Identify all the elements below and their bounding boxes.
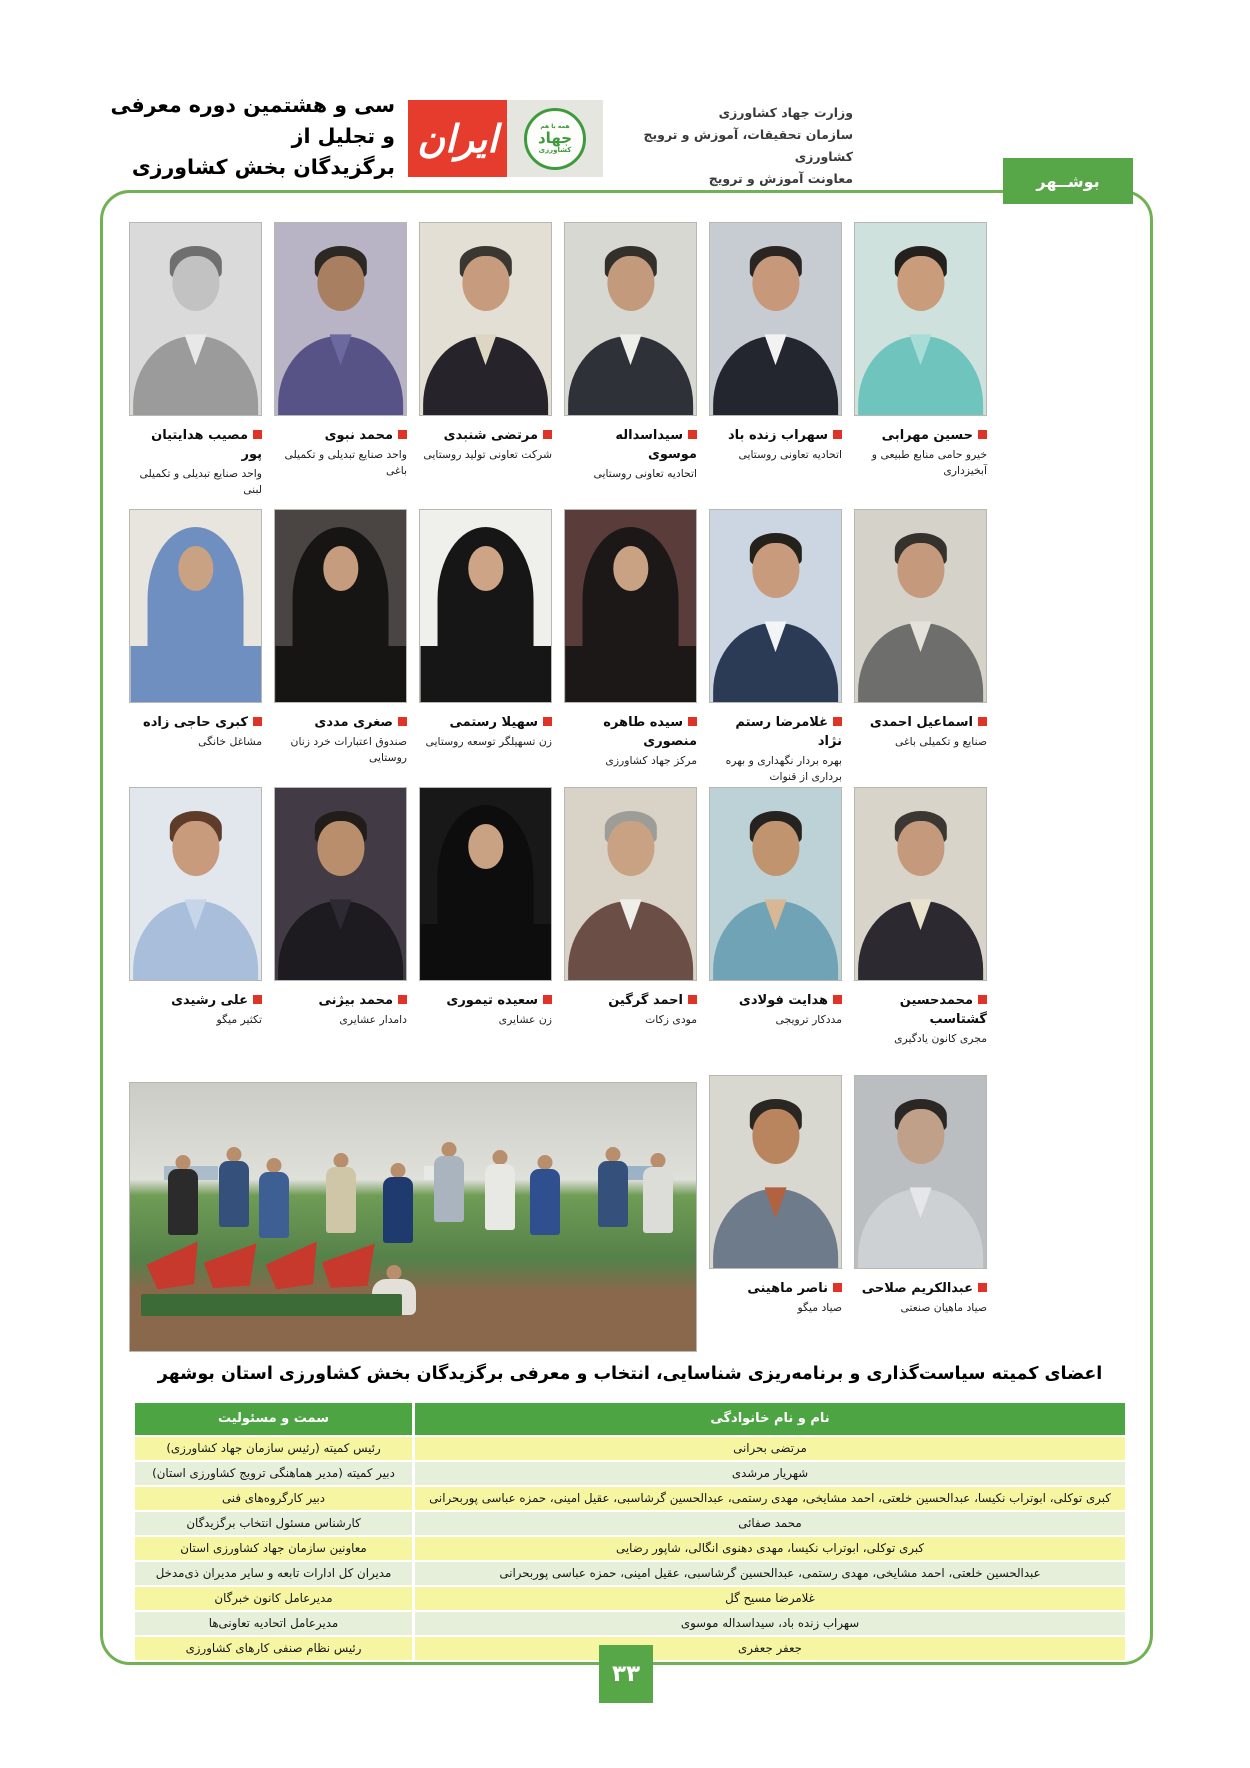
field-photo [129,1082,697,1352]
seeder-hopper [263,1241,322,1290]
table-row [135,1537,1125,1560]
person-name: سیداسداله موسوی [615,428,697,462]
page-title-line1: سی و هشتمین دوره معرفی و تجلیل از [110,93,395,148]
person-role: صیاد ماهیان صنعتی [900,1301,987,1314]
table-row [135,1587,1125,1610]
person-caption [854,1277,987,1296]
person-role: مرکز جهاد کشاورزی [605,754,697,767]
person-caption [854,424,987,443]
person-name: غلامرضا رستم نژاد [735,715,842,749]
photo-figure [164,1155,202,1235]
page-number [599,1645,653,1703]
person-card [709,222,842,498]
person-card [564,222,697,498]
portrait-photo [564,787,697,981]
person-card [709,1075,842,1352]
cell-name: سهراب زنده باد، سیداسداله موسوی [415,1612,1125,1635]
seeder-machine-frame [141,1294,401,1316]
person-card [564,787,697,1047]
person-role: مجری کانون یادگیری [894,1032,987,1045]
person-role: واحد صنایع تبدیلی و تکمیلی لبنی [139,467,262,497]
org-line-1: وزارت جهاد کشاورزی [718,105,853,120]
cell-name: کبری توکلی، ابوتراب نکیسا، مهدی دهنوی انگالی، شاپور رضایی [415,1537,1125,1560]
person-role: واحد صنایع تبدیلی و تکمیلی باغی [284,448,407,478]
table-body [135,1437,1125,1660]
portrait-photo [564,222,697,416]
region-tab-bushehr [1003,158,1133,204]
red-square-bullet-icon [398,430,407,439]
person-caption [564,711,697,749]
silhouette-head [462,256,509,312]
person-caption [709,424,842,443]
jahad-keshavarzi-logo [507,100,603,177]
portrait-photo [129,787,262,981]
person-caption [129,989,262,1008]
committee-table [135,1403,1125,1662]
person-role: بهره بردار نگهداری و بهره برداری از قنوات [725,754,842,784]
cell-role: دبیر کارگروه‌های فنی [135,1487,412,1510]
person-role: دامدار عشایری [339,1013,407,1026]
person-name: عبدالکریم صلاحی [861,1281,973,1296]
person-name: حسین مهرابی [881,428,973,443]
committee-section-title: اعضای کمیته سیاست‌گذاری و برنامه‌ریزی شناسایی، انتخاب و معرفی برگزیدگان بخش کشاورزی استان بوشهر [157,1364,1103,1384]
red-square-bullet-icon [978,1283,987,1292]
cell-role: مدیران کل ادارات تابعه و سایر مدیران ذی‌مدخل [135,1562,412,1585]
seeder-hopper [202,1243,259,1289]
red-square-bullet-icon [978,430,987,439]
person-name: محمدحسین گشتاسب [899,993,987,1027]
silhouette-head [752,1109,799,1165]
portrait-photo [274,222,407,416]
person-card [854,222,987,498]
person-role: تکثیر میگو [216,1013,262,1026]
red-square-bullet-icon [543,995,552,1004]
portrait-photo [854,1075,987,1269]
red-square-bullet-icon [543,430,552,439]
red-square-bullet-icon [253,430,262,439]
person-name: سهیلا رستمی [449,715,538,730]
person-name: محمد نبوی [324,428,393,443]
cell-name: غلامرضا مسیح گل [415,1587,1125,1610]
silhouette-veil-base [130,646,261,703]
cell-name: کبری توکلی، ابوتراب نکیسا، عبدالحسین خلعتی، احمد مشایخی، مهدی رستمی، عبدالحسین گرشاسبی، عقیل امینی، حمزه عباسی پوربحرانی [415,1487,1125,1510]
silhouette-veil-base [420,646,551,703]
jahad-seal-icon [524,108,586,170]
person-card [419,509,552,785]
cell-role: رئیس نظام صنفی کارهای کشاورزی [135,1637,412,1660]
portrait-photo [709,222,842,416]
person-name: سیده طاهره منصوری [603,715,697,749]
red-square-bullet-icon [833,995,842,1004]
cell-name: مرتضی بحرانی [415,1437,1125,1460]
person-role: اتحادیه تعاونی روستایی [738,448,842,461]
silhouette-veil-base [565,646,696,703]
person-card [274,222,407,498]
table-row [135,1562,1125,1585]
portrait-row-2 [127,509,987,785]
silhouette-head [897,543,944,599]
photo-figure [322,1153,360,1233]
person-role: زن عشایری [498,1013,552,1026]
table-row [135,1612,1125,1635]
seal-top-text: همه با هم [540,122,570,130]
portrait-photo [709,787,842,981]
person-role: شرکت تعاونی تولید روستایی [423,448,552,461]
portrait-photo [274,509,407,703]
person-name: سعیده تیموری [446,993,538,1008]
portrait-photo [419,787,552,981]
person-caption [419,424,552,443]
org-line-3: معاونت آموزش و ترویج [708,170,853,186]
iran-newspaper-logo [408,100,507,177]
silhouette-head [317,256,364,312]
person-name: احمد گرگین [608,993,683,1008]
person-card [129,222,262,498]
person-caption [419,711,552,730]
silhouette-head [897,821,944,877]
person-caption [709,1277,842,1296]
person-name: ناصر ماهینی [747,1281,828,1296]
region-tab-label: بوشــهر [1036,171,1100,191]
portrait-row-1 [127,222,987,498]
header-cell-role: سمت و مسئولیت [135,1403,412,1435]
person-caption [129,424,262,462]
person-caption [274,989,407,1008]
red-square-bullet-icon [688,717,697,726]
person-card [274,509,407,785]
table-header-row [135,1403,1125,1435]
red-square-bullet-icon [833,717,842,726]
red-square-bullet-icon [398,995,407,1004]
photo-figure [594,1147,632,1227]
silhouette-head [607,821,654,877]
person-card [709,509,842,785]
cell-role: رئیس کمیته (رئیس سازمان جهاد کشاورزی) [135,1437,412,1460]
portrait-photo [129,509,262,703]
person-name: محمد بیژنی [318,993,393,1008]
photo-figure [639,1153,677,1233]
portrait-photo [129,222,262,416]
cell-name: عبدالحسین خلعتی، احمد مشایخی، مهدی رستمی، عبدالحسین گرشاسبی، عقیل امینی، حمزه عباسی پوربحرانی [415,1562,1125,1585]
silhouette-head [897,256,944,312]
red-square-bullet-icon [253,717,262,726]
person-name: صغری مددی [314,715,393,730]
photo-figure [526,1155,564,1235]
red-square-bullet-icon [833,430,842,439]
cell-name: جعفر جعفری [415,1637,1125,1660]
photo-figure [255,1158,293,1238]
person-card [854,509,987,785]
portrait-photo [709,1075,842,1269]
person-caption [564,989,697,1008]
person-card [564,509,697,785]
silhouette-veil-base [275,646,406,703]
person-role: مشاغل خانگی [198,735,262,748]
photo-figure [481,1150,519,1230]
silhouette-head [752,256,799,312]
person-role: صنایع و تکمیلی باغی [895,735,987,748]
person-role: زن تسهیلگر توسعه روستایی [425,735,552,748]
person-caption [564,424,697,462]
person-name: هدایت فولادی [738,993,828,1008]
red-square-bullet-icon [833,1283,842,1292]
person-caption [854,711,987,730]
person-caption [274,424,407,443]
cell-role: مدیرعامل اتحادیه تعاونی‌ها [135,1612,412,1635]
person-card [854,787,987,1047]
silhouette-head [172,821,219,877]
person-role: مودی زکات [645,1013,697,1026]
portrait-photo [419,222,552,416]
cell-role: معاونین سازمان جهاد کشاورزی استان [135,1537,412,1560]
red-square-bullet-icon [978,717,987,726]
person-card [854,1075,987,1352]
portrait-photo [419,509,552,703]
red-square-bullet-icon [543,717,552,726]
portrait-photo [854,509,987,703]
photo-figure [379,1163,417,1243]
seal-bottom-text: کشاورزی [538,146,572,155]
red-square-bullet-icon [688,430,697,439]
person-name: کبری حاجی زاده [143,715,248,730]
portrait-row-3 [127,787,987,1047]
portrait-photo [274,787,407,981]
header-cell-name: نام و نام خانوادگی [415,1403,1125,1435]
portrait-row-4 [127,1075,987,1352]
person-card [129,509,262,785]
person-name: علی رشیدی [171,993,248,1008]
silhouette-head [172,256,219,312]
silhouette-head [607,256,654,312]
table-row [135,1437,1125,1460]
org-line-2: سازمان تحقیقات، آموزش و ترویج کشاورزی [643,126,853,164]
ministry-text-block [608,102,853,190]
iran-logo-text: ایران [417,116,498,161]
person-role: اتحادیه تعاونی روستایی [593,467,697,480]
person-role: مددکار ترویجی [775,1013,842,1026]
person-role: صیاد میگو [797,1301,842,1314]
page-title [92,90,395,182]
person-caption [274,711,407,730]
person-role: خیرو حامی منابع طبیعی و آبخیزداری [871,448,987,478]
cell-name: شهریار مرشدی [415,1462,1125,1485]
portrait-photo [709,509,842,703]
silhouette-head [752,543,799,599]
person-caption [709,711,842,749]
red-square-bullet-icon [978,995,987,1004]
cell-role: دبیر کمیته (مدیر هماهنگی ترویج کشاورزی استان) [135,1462,412,1485]
silhouette-head [317,821,364,877]
person-name: مصیب هدایتیان پور [151,428,262,462]
person-card [709,787,842,1047]
person-name: اسماعیل احمدی [869,715,973,730]
cell-role: کارشناس مسئول انتخاب برگزیدگان [135,1512,412,1535]
photo-figure [215,1147,253,1227]
person-caption [129,711,262,730]
silhouette-head [752,821,799,877]
portrait-photo [854,787,987,981]
portrait-photo [564,509,697,703]
seal-middle-text: جهاد [537,128,573,147]
table-row [135,1512,1125,1535]
page-title-line2: برگزیدگان بخش کشاورزی [131,154,395,179]
silhouette-veil-base [420,924,551,981]
person-card [129,787,262,1047]
person-name: مرتضی شنبدی [443,428,538,443]
silhouette-head [897,1109,944,1165]
red-square-bullet-icon [688,995,697,1004]
photo-figure [430,1142,468,1222]
person-card [419,222,552,498]
person-name: سهراب زنده باد [727,428,828,443]
page-number-text: ۳۳ [611,1661,641,1687]
person-caption [419,989,552,1008]
cell-name: محمد صفائی [415,1512,1125,1535]
table-row [135,1487,1125,1510]
red-square-bullet-icon [398,717,407,726]
portrait-photo [854,222,987,416]
person-card [274,787,407,1047]
person-caption [854,989,987,1027]
table-row [135,1462,1125,1485]
seeder-hopper [144,1241,203,1290]
red-square-bullet-icon [253,995,262,1004]
cell-role: مدیرعامل کانون خبرگان [135,1587,412,1610]
person-card [419,787,552,1047]
person-role: صندوق اعتبارات خرد زنان روستایی [290,735,407,765]
person-caption [709,989,842,1008]
